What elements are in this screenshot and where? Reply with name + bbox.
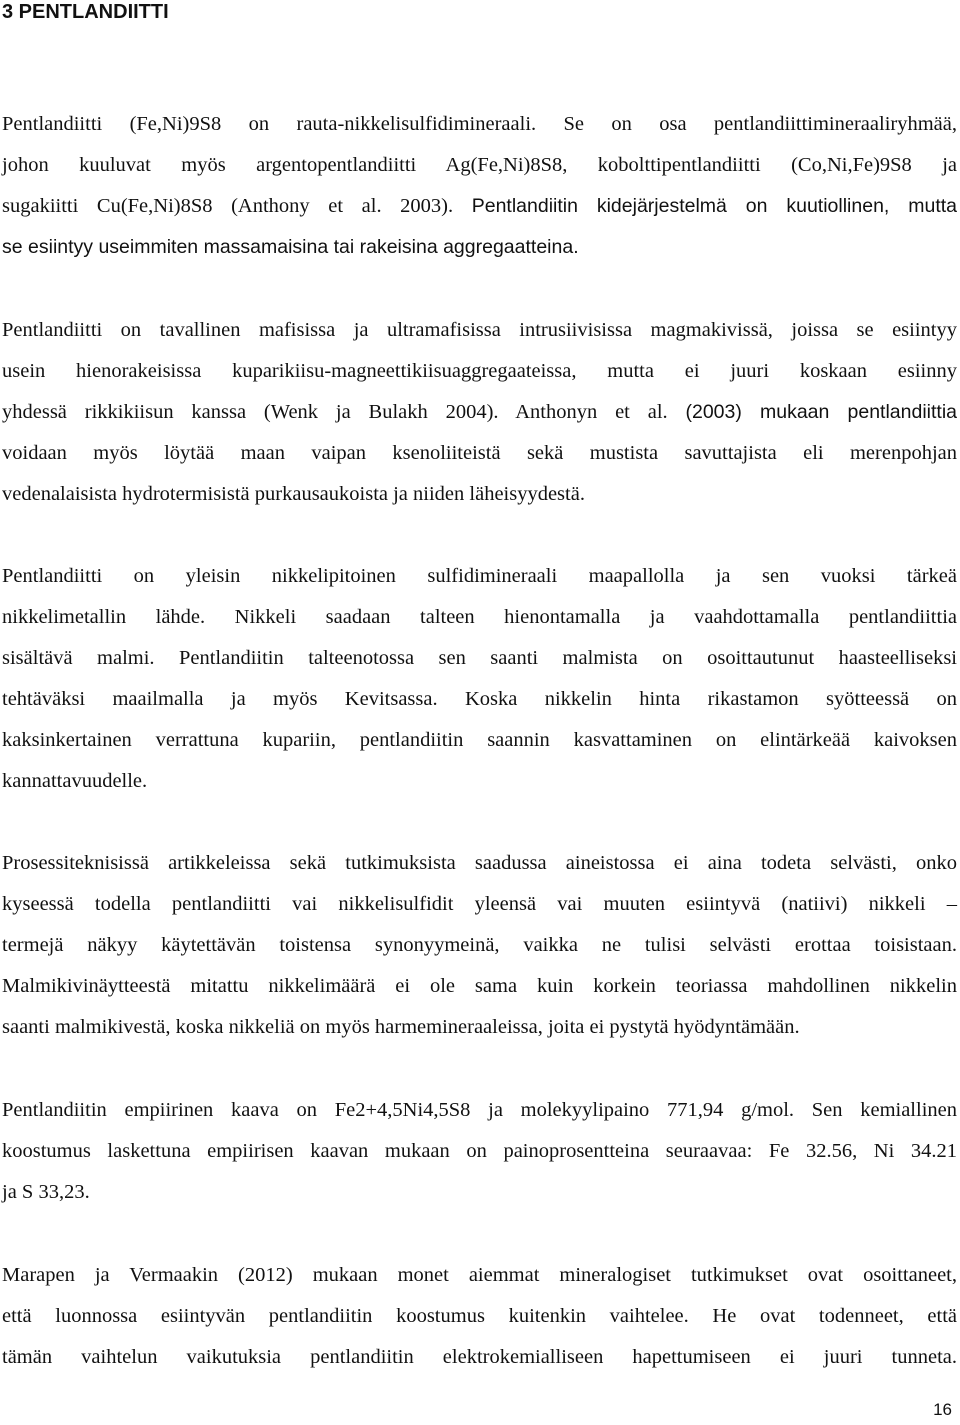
text-segment: yhdessä rikkikiisun kanssa (Wenk ja Bulakh 2004). Anthonyn et al. <box>2 401 668 423</box>
text-line: Prosessiteknisissä artikkeleissa sekä tutkimuksista saadussa aineistossa ei aina todeta selvästi, onko <box>2 852 957 874</box>
text-line: usein hienorakeisissa kuparikiisu-magneettikiisuaggregaateissa, mutta ei juuri koskaan esiinny <box>2 360 957 382</box>
section-heading: 3 PENTLANDIITTI <box>2 1 169 23</box>
text-segment-sans: Pentlandiitin kidejärjestelmä on kuutiollinen, mutta <box>471 195 957 217</box>
text-line: nikkelimetallin lähde. Nikkeli saadaan talteen hienontamalla ja vaahdottamalla pentlandiittia <box>2 606 957 628</box>
text-segment-sans: (2003) mukaan pentlandiittia <box>685 401 958 423</box>
text-line: Pentlandiitti on yleisin nikkelipitoinen sulfidimineraali maapallolla ja sen vuoksi tärkeä <box>2 565 957 587</box>
text-line: Malmikivinäytteestä mitattu nikkelimäärä ei ole sama kuin korkein teoriassa mahdollinen nikkelin <box>2 975 957 997</box>
text-line: vedenalaisista hydrotermisistä purkausaukoista ja niiden läheisyydestä. <box>2 483 585 505</box>
text-line: tehtäväksi maailmalla ja myös Kevitsassa. Koska nikkelin hinta rikastamon syötteessä on <box>2 688 957 710</box>
paragraph-5 <box>2 1090 957 1213</box>
text-line: kannattavuudelle. <box>2 770 148 792</box>
text-line: kyseessä todella pentlandiitti vai nikkelisulfidit yleensä vai muuten esiintyvä (natiivi) nikkeli – <box>2 893 957 915</box>
text-line: se esiintyy useimmiten massamaisina tai rakeisina aggregaatteina. <box>2 236 579 258</box>
text-segment: sugakiitti Cu(Fe,Ni)8S8 (Anthony et al. 2003). <box>2 195 454 217</box>
paragraph-6 <box>2 1255 957 1378</box>
text-line: tämän vaihtelun vaikutuksia pentlandiitin elektrokemialliseen hapettumiseen ei juuri tunneta. <box>2 1346 957 1368</box>
text-line: termejä näkyy käytettävän toistensa synonyymeinä, vaikka ne tulisi selvästi erottaa toisistaan. <box>2 934 957 956</box>
text-line-mixed <box>2 186 957 227</box>
paragraph-1 <box>2 104 957 268</box>
text-line: Pentlandiitin empiirinen kaava on Fe2+4,5Ni4,5S8 ja molekyylipaino 771,94 g/mol. Sen kemiallinen <box>2 1099 957 1121</box>
paragraph-3 <box>2 556 957 802</box>
text-line: saanti malmikivestä, koska nikkeliä on myös harmemineraaleissa, joita ei pystytä hyödyntämään. <box>2 1016 800 1038</box>
text-line: Pentlandiitti (Fe,Ni)9S8 on rauta-nikkelisulfidimineraali. Se on osa pentlandiittimineraaliryhmää, <box>2 113 957 135</box>
text-line: Marapen ja Vermaakin (2012) mukaan monet aiemmat mineralogiset tutkimukset ovat osoittaneet, <box>2 1264 957 1286</box>
text-line: voidaan myös löytää maan vaipan ksenoliiteistä sekä mustista savuttajista eli merenpohjan <box>2 442 957 464</box>
text-line: koostumus laskettuna empiirisen kaavan mukaan on painoprosentteina seuraavaa: Fe 32.56, Ni 34.21 <box>2 1140 957 1162</box>
paragraph-2 <box>2 310 957 515</box>
text-line: Pentlandiitti on tavallinen mafisissa ja ultramafisissa intrusiivisissa magmakivissä, joissa se esiintyy <box>2 319 957 341</box>
text-line: kaksinkertainen verrattuna kupariin, pentlandiitin saannin kasvattaminen on elintärkeää kaivoksen <box>2 729 957 751</box>
text-line: johon kuuluvat myös argentopentlandiitti Ag(Fe,Ni)8S8, kobolttipentlandiitti (Co,Ni,Fe)9S8 ja <box>2 154 957 176</box>
paragraph-4 <box>2 843 957 1048</box>
text-line-mixed <box>2 392 957 433</box>
page-number: 16 <box>933 1400 952 1419</box>
text-line: ja S 33,23. <box>2 1181 90 1203</box>
text-line: sisältävä malmi. Pentlandiitin talteenotossa sen saanti malmista on osoittautunut haasteelliseksi <box>2 647 957 669</box>
text-line: että luonnossa esiintyvän pentlandiitin koostumus kuitenkin vaihtelee. He ovat todenneet, että <box>2 1305 957 1327</box>
